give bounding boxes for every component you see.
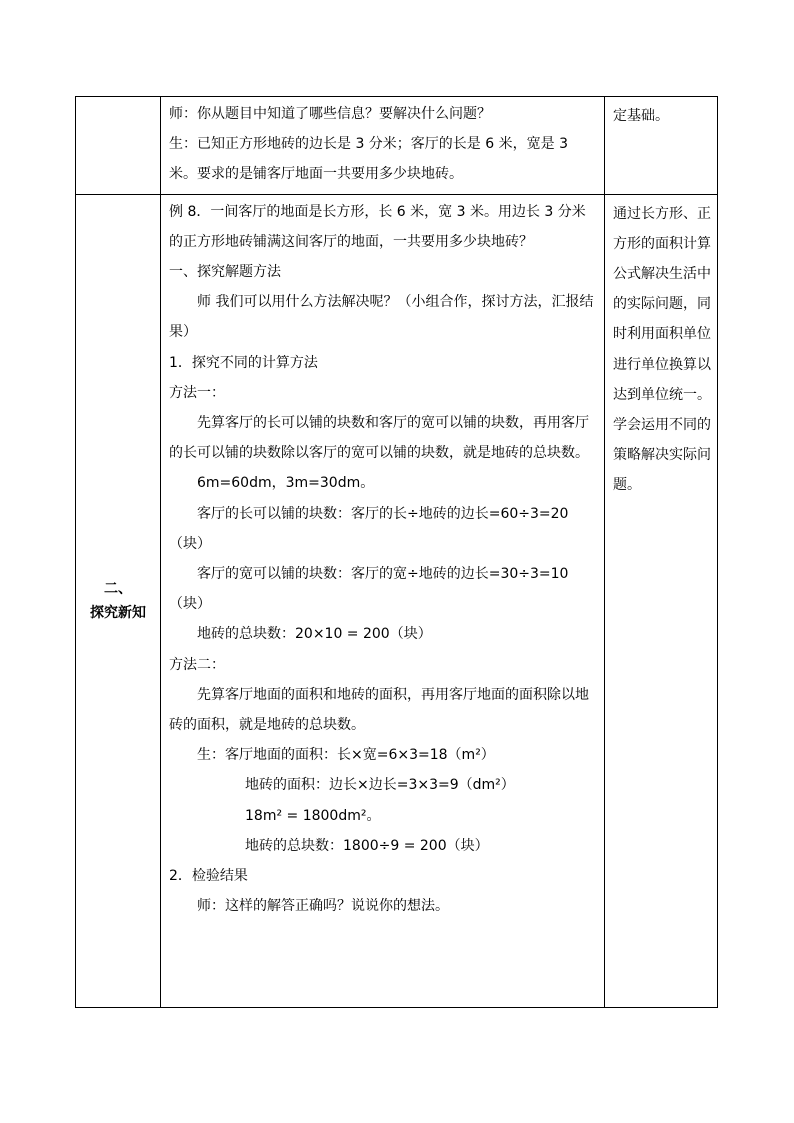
table-row: [76, 97, 718, 195]
method-description: 先算客厅地面的面积和地砖的面积，再用客厅地面的面积除以地砖的面积，就是地砖的总块数。: [169, 686, 589, 734]
lesson-plan-table: [75, 96, 718, 1008]
calc-line: 地砖的面积：边长×边长=3×3=9（dm²）: [245, 777, 515, 794]
stage-number: 二、: [104, 580, 132, 597]
design-note-cell: [605, 194, 718, 1007]
unit-conversion: 6m=60dm，3m=30dm。: [197, 475, 375, 492]
calc-line: 18m² = 1800dm²。: [245, 807, 381, 824]
section-heading: 一、探究解题方法: [169, 264, 281, 281]
design-note-cell: [605, 97, 718, 195]
teacher-prompt: 师 我们可以用什么方法解决呢？（小组合作，探讨方法，汇报结果）: [169, 294, 594, 341]
stage-name: 探究新知: [90, 604, 146, 621]
content-cell: [161, 97, 605, 195]
stage-cell: [76, 194, 161, 1007]
design-note: 定基础。: [613, 108, 669, 124]
calc-line: 客厅的长可以铺的块数：客厅的长÷地砖的边长=60÷3=20（块）: [169, 505, 569, 552]
design-note: 通过长方形、正方形的面积计算公式解决生活中的实际问题，同时利用面积单位进行单位换算以达到单位统一。学会运用不同的策略解决实际问题。: [613, 205, 711, 494]
teacher-question: 师：这样的解答正确吗？说说你的想法。: [197, 898, 449, 915]
example-problem: 例 8．一间客厅的地面是长方形，长 6 米，宽 3 米。用边长 3 分米的正方形地砖铺满这间客厅的地面，一共要用多少块地砖？: [169, 203, 586, 250]
method-description: 先算客厅的长可以铺的块数和客厅的宽可以铺的块数，再用客厅的长可以铺的块数除以客厅的宽可以铺的块数，就是地砖的总块数。: [169, 415, 589, 462]
calc-line: 客厅的宽可以铺的块数：客厅的宽÷地砖的边长=30÷3=10（块）: [169, 566, 569, 613]
calc-line: 生：客厅地面的面积：长×宽=6×3=18（m²）: [197, 747, 495, 764]
method-label: 方法一：: [169, 384, 225, 401]
teacher-question: 师：你从题目中知道了哪些信息？要解决什么问题？: [169, 106, 491, 122]
calc-line: 地砖的总块数：1800÷9 = 200（块）: [245, 837, 489, 854]
subsection-heading: 2．检验结果: [169, 868, 248, 885]
calc-line: 地砖的总块数：20×10 = 200（块）: [197, 626, 432, 643]
subsection-heading: 1．探究不同的计算方法: [169, 354, 318, 371]
table-row: [76, 194, 718, 1007]
method-label: 方法二：: [169, 656, 225, 673]
stage-cell: [76, 97, 161, 195]
student-answer: 生：已知正方形地砖的边长是 3 分米；客厅的长是 6 米，宽是 3 米。要求的是铺客厅地面一共要用多少块地砖。: [169, 136, 568, 183]
content-cell: [161, 194, 605, 1007]
